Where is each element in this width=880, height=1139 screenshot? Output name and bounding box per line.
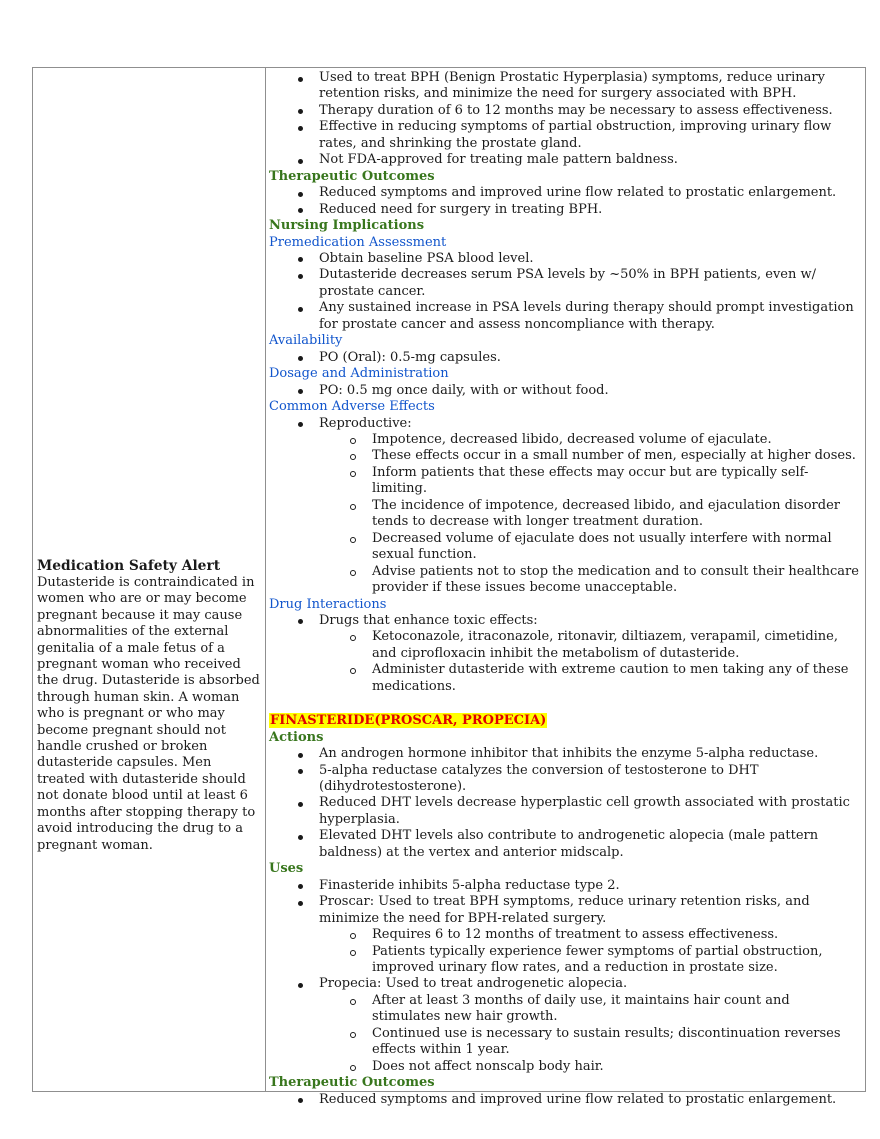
section-heading: Therapeutic Outcomes: [269, 1075, 435, 1091]
bullet-item: Propecia: Used to treat androgenetic alopecia.: [269, 976, 860, 992]
bullet-item: Dutasteride decreases serum PSA levels by ~50% in BPH patients, even w/ prostate cancer.: [269, 267, 860, 300]
sub-bullet-item: Administer dutasteride with extreme caution to men taking any of these medications.: [269, 662, 860, 695]
bullet-item: Obtain baseline PSA blood level.: [269, 251, 860, 267]
bullet-item: Reduced symptoms and improved urine flow related to prostatic enlargement.: [269, 1092, 860, 1108]
bullet-item: Drugs that enhance toxic effects:: [269, 613, 860, 629]
sub-bullet-item: After at least 3 months of daily use, it maintains hair count and stimulates new hair growth.: [269, 993, 860, 1026]
section-heading: Actions: [269, 729, 324, 745]
subsection-heading: Premedication Assessment: [269, 234, 447, 250]
bullet-item: PO: 0.5 mg once daily, with or without food.: [269, 383, 860, 399]
spacer: [269, 695, 860, 713]
sub-bullet-item: These effects occur in a small number of men, especially at higher doses.: [269, 448, 860, 464]
subsection-heading: Availability: [269, 333, 343, 349]
drug-title-highlight: FINASTERIDE(PROSCAR, PROPECIA): [270, 713, 547, 729]
drug-info-cell[interactable]: [266, 68, 865, 1107]
medication-table: [32, 67, 866, 1107]
drug-title-row: [269, 713, 860, 729]
bullet-item: Not FDA-approved for treating male pattern baldness.: [269, 152, 860, 168]
bullet-item: Finasteride inhibits 5-alpha reductase type 2.: [269, 878, 860, 894]
sub-bullet-item: Continued use is necessary to sustain results; discontinuation reverses effects within 1 year.: [269, 1026, 860, 1059]
bullet-item: 5-alpha reductase catalyzes the conversion of testosterone to DHT (dihydrotestosterone).: [269, 763, 860, 796]
bullet-item: An androgen hormone inhibitor that inhibits the enzyme 5-alpha reductase.: [269, 746, 860, 762]
safety-alert-cell[interactable]: [33, 68, 266, 1091]
bullet-item: Therapy duration of 6 to 12 months may be necessary to assess effectiveness.: [269, 103, 860, 119]
bullet-item: Used to treat BPH (Benign Prostatic Hyperplasia) symptoms, reduce urinary retention risks, and minimize the need for surgery associated with BPH.: [269, 70, 860, 103]
subsection-heading: Common Adverse Effects: [269, 399, 435, 415]
bullet-item: Effective in reducing symptoms of partial obstruction, improving urinary flow rates, and shrinking the prostate gland.: [269, 119, 860, 152]
bullet-item: Reduced symptoms and improved urine flow related to prostatic enlargement.: [269, 185, 860, 201]
subsection-heading: Dosage and Administration: [269, 366, 449, 382]
sub-bullet-item: Ketoconazole, itraconazole, ritonavir, diltiazem, verapamil, cimetidine, and ciprofloxacin inhibit the metabolism of dutasteride.: [269, 629, 860, 662]
sub-bullet-item: Impotence, decreased libido, decreased volume of ejaculate.: [269, 432, 860, 448]
section-heading: Therapeutic Outcomes: [269, 168, 435, 184]
bullet-item: Reproductive:: [269, 416, 860, 432]
sub-bullet-item: Requires 6 to 12 months of treatment to assess effectiveness.: [269, 927, 860, 943]
sub-bullet-item: Does not affect nonscalp body hair.: [269, 1059, 860, 1075]
bullet-item: Reduced DHT levels decrease hyperplastic cell growth associated with prostatic hyperplasia.: [269, 795, 860, 828]
bullet-item: Reduced need for surgery in treating BPH.: [269, 202, 860, 218]
sub-bullet-item: The incidence of impotence, decreased libido, and ejaculation disorder tends to decrease with longer treatment duration.: [269, 498, 860, 531]
sub-bullet-item: Advise patients not to stop the medication and to consult their healthcare provider if these issues become unacceptable.: [269, 564, 860, 597]
sub-bullet-item: Decreased volume of ejaculate does not usually interfere with normal sexual function.: [269, 531, 860, 564]
sub-bullet-item: Inform patients that these effects may occur but are typically self-limiting.: [269, 465, 860, 498]
alert-title: Medication Safety Alert: [37, 558, 221, 574]
bullet-item: PO (Oral): 0.5-mg capsules.: [269, 350, 860, 366]
alert-body: Dutasteride is contraindicated in women who are or may become pregnant because it may cause abnormalities of the external genitalia of a male fetus of a pregnant woman who received the drug. Dutasteride is absorbed through human skin. A woman who is pregnant or who may become pregnant should not handle crushed or broken dutasteride capsules. Men treated with dutasteride should not donate blood until at least 6 months after stopping therapy to avoid introducing the drug to a pregnant woman.: [37, 575, 260, 853]
section-heading: Nursing Implications: [269, 218, 425, 234]
section-heading: Uses: [269, 861, 304, 877]
bullet-item: Proscar: Used to treat BPH symptoms, reduce urinary retention risks, and minimize the need for BPH-related surgery.: [269, 894, 860, 927]
subsection-heading: Drug Interactions: [269, 596, 387, 612]
bullet-item: Any sustained increase in PSA levels during therapy should prompt investigation for prostate cancer and assess noncompliance with therapy.: [269, 300, 860, 333]
sub-bullet-item: Patients typically experience fewer symptoms of partial obstruction, improved urinary flow rates, and a reduction in prostate size.: [269, 944, 860, 977]
bullet-item: Elevated DHT levels also contribute to androgenetic alopecia (male pattern baldness) at the vertex and anterior midscalp.: [269, 828, 860, 861]
